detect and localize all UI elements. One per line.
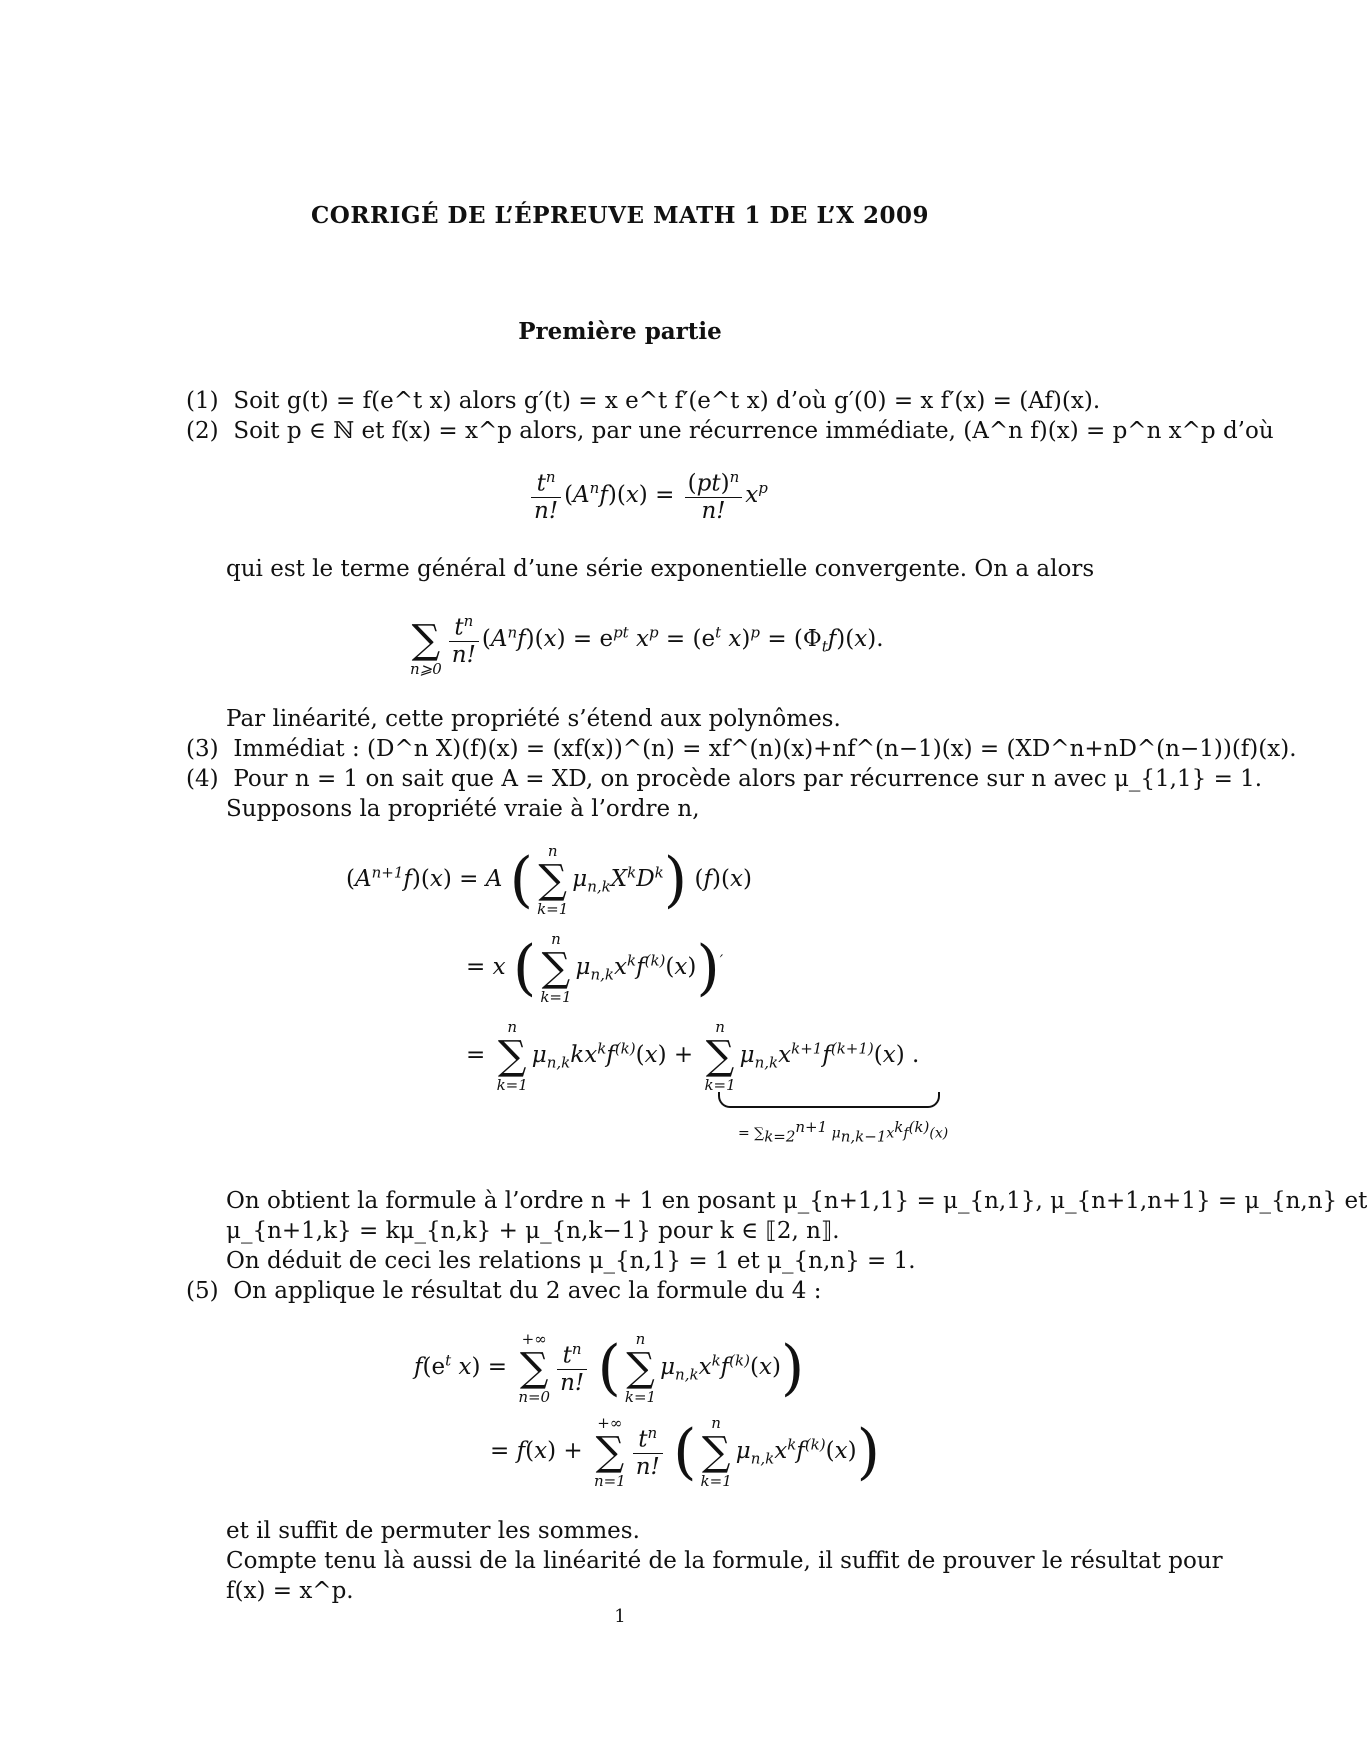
item-4-after-3: On déduit de ceci les relations μ_{n,1} = 1 et μ_{n,n} = 1. [226, 1248, 916, 1274]
item-4-after-2: μ_{n+1,k} = kμ_{n,k} + μ_{n,k−1} pour k ∈ ⟦2, n⟧. [226, 1218, 840, 1244]
equation-1: $\frac{t^n}{n!}$ $(A^nf)(x)$ = $\frac{(pt)^n}{n!}$ $x^p$ [528, 468, 768, 524]
item-2 [186, 418, 1274, 446]
equation-4-line-1: $f(e^t$ x) = +∞ ∑ n=0 $\frac{t^n}{n!}$ ( n ∑ k=1 $\mu_{n,k}x^kf^{(k)}(x)$) [414, 1330, 805, 1406]
item-4-text: Pour n = 1 on sait que A = XD, on procède alors par récurrence sur n avec μ_{1,1} = 1. [233, 766, 1263, 792]
item-5-text: On applique le résultat du 2 avec la formule du 4 : [233, 1278, 822, 1304]
section-title: Première partie [518, 318, 722, 345]
item-3 [186, 736, 1297, 764]
item-4 [186, 766, 1262, 794]
page-number: 1 [614, 1606, 626, 1627]
item-4-number: (4) [186, 766, 219, 792]
item-4-line-2: Supposons la propriété vraie à l’ordre n, [226, 796, 700, 822]
equation-2: ∑ n⩾0 $\frac{t^n}{n!}$ $(A^nf)(x) = e^{pt}$ $x^p = (e^t$ $x)^p = (\Phi_tf)(x)$. [410, 612, 884, 678]
underbrace [718, 1092, 940, 1108]
item-3-text: Immédiat : (D^n X)(f)(x) = (xf(x))^(n) = xf^(n)(x)+nf^(n−1)(x) = (XD^n+nD^(n−1))(f)(x). [233, 736, 1297, 762]
item-1 [186, 388, 1100, 416]
item-2-continuation: qui est le terme général d’une série exponentielle convergente. On a alors [226, 556, 1095, 582]
equation-4-line-2: = f(x) + +∞ ∑ n=1 $\frac{t^n}{n!}$ ( n ∑ k=1 $\mu_{n,k}x^kf^{(k)}(x)$) [490, 1414, 880, 1490]
item-5-after-2: Compte tenu là aussi de la linéarité de la formule, il suffit de prouver le résultat pour [226, 1548, 1223, 1574]
item-4-after-1: On obtient la formule à l’ordre n + 1 en posant μ_{n+1,1} = μ_{n,1}, μ_{n+1,n+1} = μ_{n,n} et [226, 1188, 1367, 1214]
item-2-conclusion: Par linéarité, cette propriété s’étend aux polynômes. [226, 706, 841, 732]
item-1-text: Soit g(t) = f(e^t x) alors g′(t) = x e^t f′(e^t x) d’où g′(0) = x f′(x) = (Af)(x). [233, 388, 1101, 414]
item-2-number: (2) [186, 418, 219, 444]
item-2-text: Soit p ∈ ℕ et f(x) = x^p alors, par une récurrence immédiate, (A^n f)(x) = p^n x^p d’où [233, 418, 1274, 444]
item-1-number: (1) [186, 388, 219, 414]
item-5-after-1: et il suffit de permuter les sommes. [226, 1518, 640, 1544]
page-title: CORRIGÉ DE L’ÉPREUVE MATH 1 DE L’X 2009 [311, 202, 929, 229]
equation-3-line-3: = n ∑ k=1 $\mu_{n,k}kx^kf^{(k)}(x)$ + n ∑ k=1 $\mu_{n,k}x^{k+1}f^{(k+1)}(x)$ . [466, 1018, 920, 1094]
equation-3-line-2: = x ( n ∑ k=1 $\mu_{n,k}x^kf^{(k)}(x))'$ [466, 930, 724, 1006]
item-5-number: (5) [186, 1278, 219, 1304]
item-5 [186, 1278, 821, 1306]
underbrace-note: = $\sum_{k=2}^{n+1}$ $\mu_{n,k-1}x^kf^{(k)}(x)$ [738, 1118, 949, 1146]
equation-3-line-1: $(A^{n+1}f)(x) = A$ ( n ∑ k=1 $\mu_{n,k}X^kD^k$) (f)(x) [346, 842, 752, 918]
item-3-number: (3) [186, 736, 219, 762]
item-5-after-3: f(x) = x^p. [226, 1578, 354, 1604]
